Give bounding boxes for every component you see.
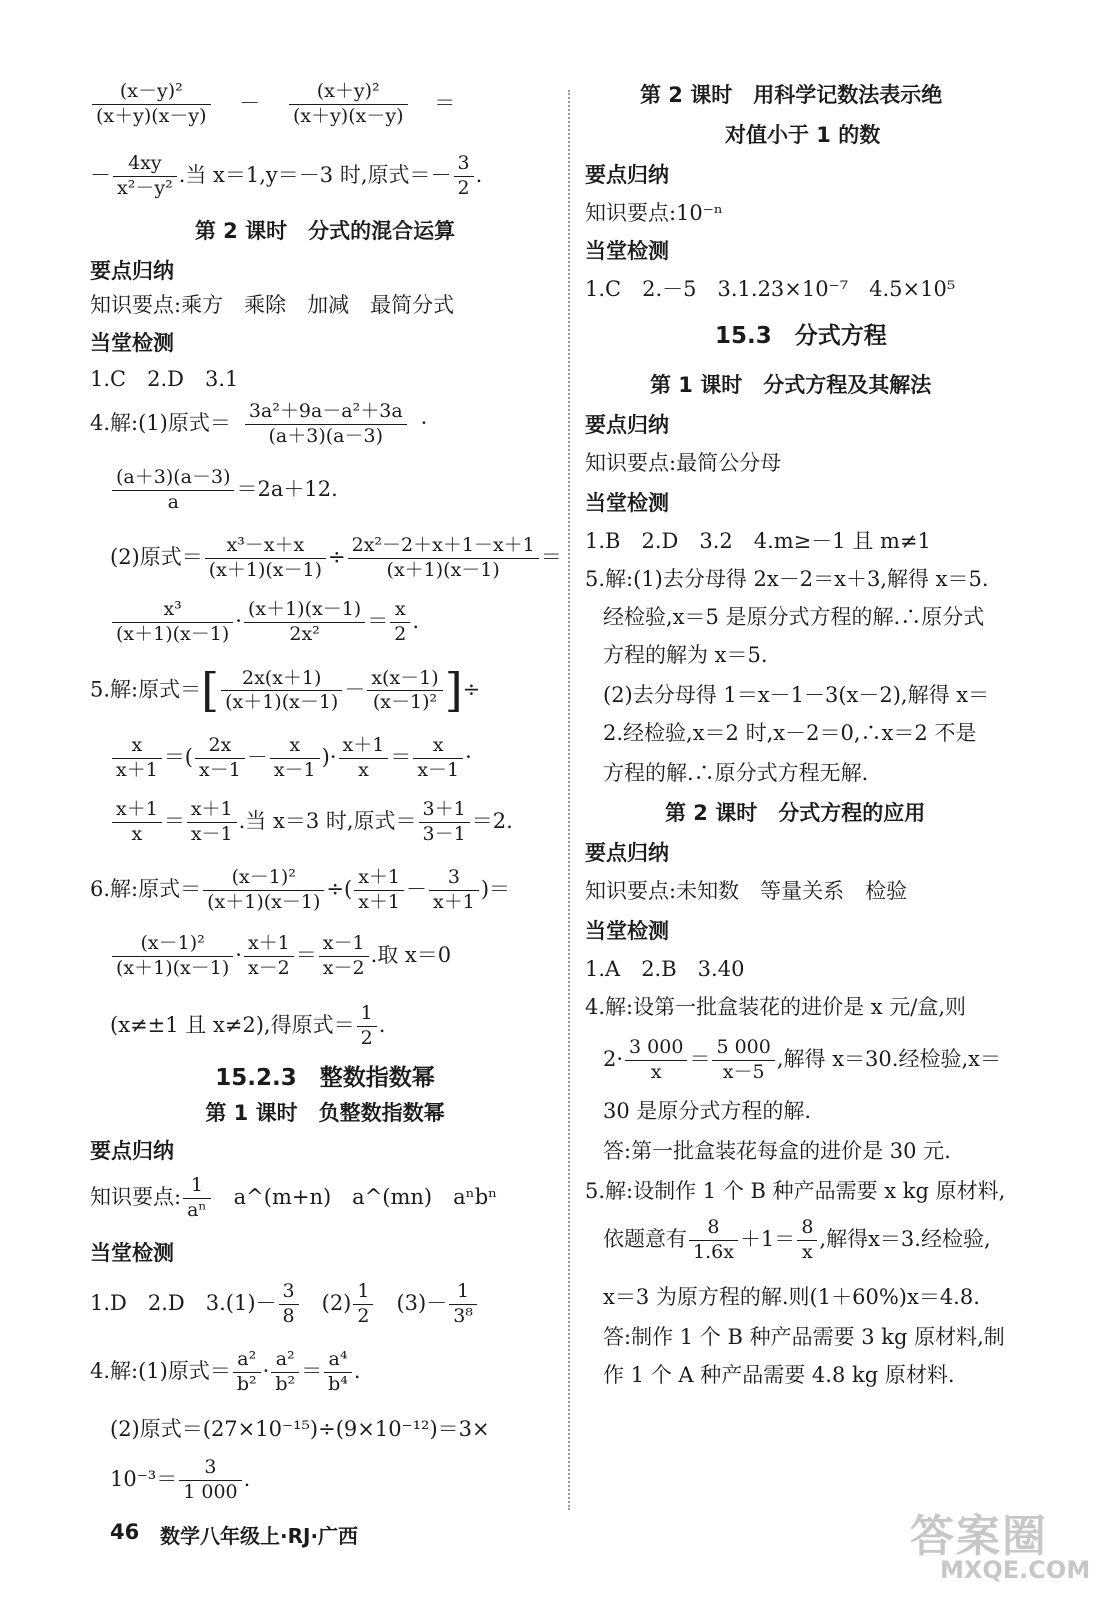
- frac-num: x＋1: [339, 734, 389, 759]
- text: 依题意有: [603, 1226, 687, 1251]
- lesson-heading-cont: 对值小于 1 的数: [725, 123, 881, 147]
- operator: ＝: [390, 744, 412, 769]
- frac-den: 8: [282, 1304, 295, 1327]
- frac-num: 3: [454, 152, 474, 177]
- q5-line-1: [90, 662, 480, 720]
- frac-den: (x＋1)(x－1): [116, 622, 230, 645]
- para-line: 答:制作 1 个 B 种产品需要 3 kg 原材料,制: [603, 1325, 1005, 1349]
- frac-num: 2x(x＋1): [221, 667, 342, 692]
- para-line: 答:第一批盒装花每盒的进价是 30 元.: [603, 1139, 951, 1163]
- frac-den: 3⁸: [453, 1304, 473, 1327]
- operator: ＝: [367, 608, 389, 633]
- frac-num: 3: [429, 866, 479, 891]
- frac-num: a²: [271, 1348, 299, 1373]
- key-points-text: [90, 1174, 497, 1223]
- frac-num: x: [270, 734, 320, 759]
- text: .: [378, 1012, 386, 1037]
- text: .: [243, 1466, 251, 1491]
- answers: 1.C 2.D 3.1: [90, 367, 239, 391]
- frac-num: (a＋3)(a－3): [112, 466, 234, 491]
- q4-line-3: [110, 534, 562, 583]
- frac-den: (x＋1)(x－1): [225, 691, 339, 714]
- frac-num: 2x²－2＋x＋1－x＋1: [348, 534, 539, 559]
- frac-den: x－2: [247, 956, 290, 979]
- text: 5.解:原式＝: [90, 677, 202, 702]
- frac-num: 1: [449, 1280, 477, 1305]
- section-key-points: 要点归纳: [90, 1139, 174, 1163]
- frac-num: x＋1: [112, 798, 162, 823]
- operator: ÷: [328, 544, 346, 569]
- bracket: [: [201, 663, 220, 717]
- frac-num: (x＋1)(x－1): [244, 598, 365, 623]
- frac-num: x＋1: [187, 798, 237, 823]
- frac-num: 1: [183, 1174, 211, 1199]
- frac-den: 1 000: [183, 1480, 238, 1503]
- para-line: [603, 1036, 1001, 1085]
- frac-num: x: [390, 598, 410, 623]
- operator: ＝: [301, 1358, 323, 1383]
- q5-line-3: [110, 798, 513, 847]
- lesson-heading: 第 2 课时 用科学记数法表示绝: [640, 83, 943, 107]
- frac-den: x: [650, 1060, 662, 1083]
- frac-den: 2: [394, 622, 407, 645]
- frac-num: x－1: [319, 932, 369, 957]
- frac-num: x³: [112, 598, 233, 623]
- frac-den: x＋1: [116, 758, 158, 781]
- text: 1.D 2.D 3.(1)－: [90, 1290, 277, 1315]
- frac-den: a: [167, 490, 179, 513]
- operator: ·: [235, 942, 242, 967]
- section-key-points: 要点归纳: [585, 413, 669, 437]
- text: .: [353, 1358, 361, 1383]
- para-line: 经检验,x＝5 是原分式方程的解.∴原分式: [603, 605, 985, 629]
- section-heading: 15.2.3 整数指数幂: [215, 1065, 435, 1091]
- frac-num: x＋1: [354, 866, 404, 891]
- q4-line-b: (2)原式＝(27×10⁻¹⁵)÷(9×10⁻¹²)＝3×: [110, 1417, 490, 1441]
- q6-line-3: [110, 1002, 385, 1051]
- operator: －: [239, 90, 261, 115]
- answers: 1.A 2.B 3.40: [585, 957, 745, 981]
- para-line: x＝3 为原方程的解.则(1＋60%)x＝4.8.: [603, 1285, 980, 1309]
- text: 4.解:(1)原式＝: [90, 1358, 231, 1383]
- text: (3)－: [375, 1290, 448, 1315]
- section-check: 当堂检测: [585, 919, 669, 943]
- text: 2·: [603, 1046, 624, 1071]
- operator: －: [246, 744, 268, 769]
- q4-line-4: [110, 598, 419, 647]
- para-line: 5.解:设制作 1 个 B 种产品需要 x kg 原材料,: [585, 1179, 1006, 1203]
- text: (x≠±1 且 x≠2),得原式＝: [110, 1012, 355, 1037]
- para-line: 作 1 个 A 种产品需要 4.8 kg 原材料.: [603, 1363, 955, 1387]
- operator: －: [406, 876, 427, 901]
- frac-den: (x＋y)(x－y): [96, 104, 207, 127]
- watermark-logo: [900, 1500, 1090, 1590]
- frac-num: 3 000: [625, 1036, 687, 1061]
- para-line: 5.解:(1)去分母得 2x－2＝x＋3,解得 x＝5.: [585, 567, 989, 591]
- key-points-text: 知识要点:最简公分母: [585, 451, 782, 475]
- frac-num: a²: [233, 1348, 261, 1373]
- answers: 1.C 2.－5 3.1.23×10⁻⁷ 4.5×10⁵: [585, 277, 956, 301]
- text: ·: [420, 410, 428, 435]
- text: ＋1＝: [739, 1226, 796, 1251]
- frac-den: x－1: [199, 758, 241, 781]
- frac-num: x＋1: [244, 932, 294, 957]
- text: .当 x＝1,y＝－3 时,原式＝－: [178, 162, 452, 187]
- eq-line-2: [90, 152, 482, 201]
- frac-num: 4xy: [113, 152, 177, 177]
- frac-num: (x＋y)²: [289, 80, 408, 105]
- key-points-text: 知识要点:未知数 等量关系 检验: [585, 879, 908, 903]
- para-line: 2.经检验,x＝2 时,x－2＝0,∴x＝2 不是: [603, 721, 977, 745]
- key-points-text: 知识要点:10⁻ⁿ: [585, 201, 723, 225]
- footer-text: 数学八年级上·RJ·广西: [160, 1524, 359, 1548]
- frac-den: (x＋y)(x－y): [292, 104, 404, 127]
- para-line: 方程的解为 x＝5.: [603, 643, 768, 667]
- answers: [90, 1280, 479, 1329]
- q6-line-1: [90, 866, 510, 915]
- frac-den: aⁿ: [187, 1198, 207, 1221]
- frac-den: (x＋1)(x－1): [386, 558, 500, 581]
- frac-den: (x＋1)(x－1): [207, 890, 321, 913]
- frac-num: 3a²＋9a－a²＋3a: [245, 400, 407, 425]
- operator: )＝: [480, 876, 511, 901]
- para-line: 4.解:设第一批盒装花的进价是 x 元/盒,则: [585, 995, 967, 1019]
- frac-den: (x＋1)(x－1): [116, 956, 230, 979]
- watermark-url: MXQE.COM: [940, 1556, 1091, 1584]
- operator: ＝: [540, 544, 562, 569]
- section-key-points: 要点归纳: [90, 259, 174, 283]
- frac-den: 1.6x: [693, 1240, 734, 1263]
- section-key-points: 要点归纳: [585, 163, 669, 187]
- frac-den: 2: [360, 1026, 373, 1049]
- frac-num: x: [112, 734, 162, 759]
- answers: 1.B 2.D 3.2 4.m≥－1 且 m≠1: [585, 529, 931, 553]
- frac-den: x: [131, 822, 143, 845]
- para-line: [603, 1216, 991, 1265]
- operator: ÷(: [326, 876, 353, 901]
- operator: ·: [235, 608, 242, 633]
- para-line: 30 是原分式方程的解.: [603, 1099, 812, 1123]
- lesson-heading: 第 2 课时 分式方程的应用: [665, 801, 926, 825]
- frac-num: x: [413, 734, 463, 759]
- text: (2)原式＝: [110, 544, 203, 569]
- section-key-points: 要点归纳: [585, 841, 669, 865]
- page-number: 46: [110, 1520, 140, 1544]
- text: ＝2.: [471, 808, 513, 833]
- frac-num: 5 000: [712, 1036, 774, 1061]
- key-points-text: 知识要点:乘方 乘除 加减 最简分式: [90, 293, 455, 317]
- q6-line-2: [110, 932, 451, 981]
- section-check: 当堂检测: [90, 331, 174, 355]
- para-line: 方程的解.∴原分式方程无解.: [603, 761, 869, 785]
- frac-num: x(x－1): [367, 667, 442, 692]
- frac-den: x: [802, 1240, 813, 1263]
- frac-den: x: [358, 758, 369, 781]
- frac-num: 3: [279, 1280, 299, 1305]
- text: ,解得x＝3.经检验,: [819, 1226, 991, 1251]
- operator: ＝: [434, 90, 456, 115]
- frac-den: 3－1: [422, 822, 466, 845]
- frac-den: x－1: [273, 758, 316, 781]
- frac-num: x³－x＋x: [205, 534, 326, 559]
- frac-den: x－5: [722, 1060, 765, 1083]
- frac-den: 2: [457, 176, 470, 199]
- frac-den: (a＋3)(a－3): [268, 424, 383, 447]
- section-check: 当堂检测: [585, 491, 669, 515]
- text: .: [412, 608, 419, 633]
- lesson-heading: 第 2 课时 分式的混合运算: [194, 219, 456, 243]
- section-check: 当堂检测: [90, 1241, 174, 1265]
- operator: ·: [262, 1358, 270, 1383]
- text: 知识要点:: [90, 1184, 182, 1209]
- eq-line-1: [90, 80, 455, 129]
- frac-den: (x－1)²: [372, 691, 438, 714]
- frac-num: (x－1)²: [203, 866, 324, 891]
- text: (2): [300, 1290, 352, 1315]
- frac-num: 2x: [195, 734, 245, 759]
- q4-line-2: [110, 466, 338, 515]
- frac-num: 3＋1: [419, 798, 470, 823]
- operator: ·: [465, 744, 472, 769]
- para-line: (2)去分母得 1＝x－1－3(x－2),解得 x＝: [603, 683, 990, 707]
- text: 6.解:原式＝: [90, 876, 202, 901]
- operator: ＝: [163, 808, 185, 833]
- text: ,解得 x＝30.经检验,x＝: [776, 1046, 1001, 1071]
- lesson-heading: 第 1 课时 分式方程及其解法: [650, 373, 932, 397]
- operator: ＝(: [163, 744, 194, 769]
- frac-num: 3: [179, 1456, 241, 1481]
- frac-num: 8: [797, 1216, 817, 1241]
- frac-den: x＋1: [358, 890, 400, 913]
- section-check: 当堂检测: [585, 239, 669, 263]
- frac-den: b²: [275, 1372, 296, 1395]
- operator: －: [344, 677, 366, 702]
- text: 4.解:(1)原式＝: [90, 410, 231, 435]
- lesson-heading: 第 1 课时 负整数指数幂: [205, 1101, 445, 1125]
- text: ＝2a＋12.: [236, 476, 338, 501]
- operator: ＝: [295, 942, 317, 967]
- frac-den: 2x²: [289, 622, 320, 645]
- frac-den: x²－y²: [117, 176, 173, 199]
- bracket: ]: [444, 663, 463, 717]
- q4-line-1: [90, 400, 427, 449]
- frac-den: b⁴: [328, 1372, 348, 1395]
- frac-den: x＋1: [433, 890, 475, 913]
- frac-den: (x＋1)(x－1): [208, 558, 323, 581]
- text: 10⁻³＝: [110, 1466, 178, 1491]
- frac-num: 1: [353, 1280, 373, 1305]
- frac-num: 8: [689, 1216, 738, 1241]
- watermark-text: 答案圈: [910, 1511, 1048, 1562]
- frac-den: x－1: [190, 822, 233, 845]
- operator: )·: [321, 744, 337, 769]
- text: .当 x＝3 时,原式＝: [238, 808, 417, 833]
- frac-num: (x－y)²: [92, 80, 211, 105]
- frac-num: a⁴: [324, 1348, 352, 1373]
- frac-den: b²: [236, 1372, 257, 1395]
- text: －: [90, 162, 111, 187]
- column-divider: [568, 90, 570, 1510]
- q4-line-c: [110, 1456, 250, 1505]
- text: a^(m+n) a^(mn) aⁿbⁿ: [212, 1184, 498, 1209]
- operator: ＝: [689, 1046, 711, 1071]
- frac-den: x－2: [322, 956, 365, 979]
- frac-num: (x－1)²: [112, 932, 233, 957]
- q4-line: [90, 1348, 361, 1397]
- section-heading: 15.3 分式方程: [715, 323, 887, 349]
- text: .取 x＝0: [370, 942, 452, 967]
- text: .: [475, 162, 483, 187]
- frac-den: 2: [357, 1304, 370, 1327]
- frac-num: 1: [357, 1002, 377, 1027]
- operator: ÷: [462, 677, 481, 702]
- frac-den: x－1: [417, 758, 460, 781]
- q5-line-2: [110, 734, 472, 783]
